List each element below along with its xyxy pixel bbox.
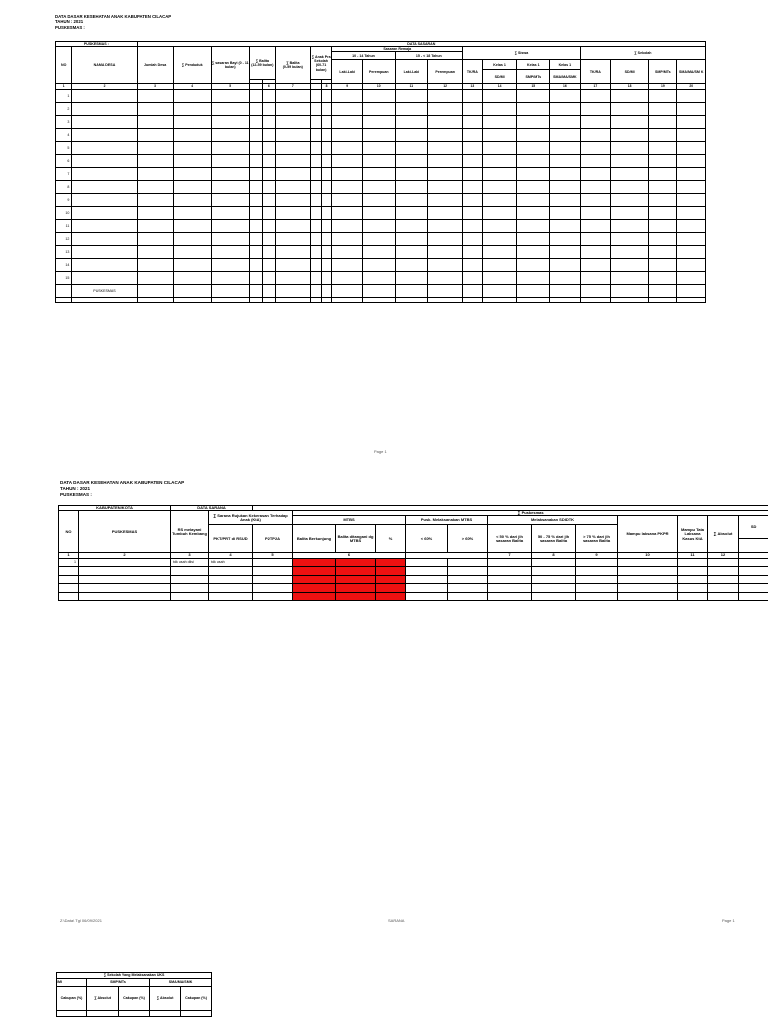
page1-header xyxy=(55,14,171,30)
laki-15-18: Laki-Laki xyxy=(395,60,428,84)
uks-col-sma: SMA/MA/SMK xyxy=(150,979,212,987)
highlight-cell xyxy=(376,567,406,576)
page2-rows xyxy=(59,567,768,601)
p2-col-puskesmas: PUSKESMAS xyxy=(79,511,171,553)
highlight-cell xyxy=(336,584,376,593)
age-10-14: 10 - 14 Tahun xyxy=(332,52,395,60)
highlight-cell xyxy=(293,558,336,567)
total-row xyxy=(56,284,706,297)
row-number: 3 xyxy=(56,115,72,128)
p2-col-rs: RS melayani Tumbuh Kembang xyxy=(171,511,209,553)
table-row xyxy=(56,232,706,245)
highlight-cell xyxy=(293,575,336,584)
laki-10-14: Laki-Laki xyxy=(332,60,362,84)
table-row xyxy=(56,206,706,219)
table-row xyxy=(56,102,706,115)
sasaran-remaja: Sasaran Remaja xyxy=(332,47,463,52)
siswa-sdmi: SD/MI xyxy=(482,70,517,84)
row-number: 13 xyxy=(56,245,72,258)
p2-row-1: 1 tdk usah diisi tdk usah xyxy=(59,558,768,567)
p2-row1-rs: tdk usah diisi xyxy=(171,558,209,567)
col-nama-desa: NAMA DESA xyxy=(72,47,137,84)
p2-column-number-row: 1 2 3 4 5 6 7 8 9 10 11 12 xyxy=(59,553,768,558)
page1-year: TAHUN : 2021 xyxy=(55,19,84,25)
p2-col-puskmtbs: Pusk. Melaksanakan MTBS xyxy=(406,516,488,525)
page2-puskesmas: PUSKESMAS : xyxy=(60,491,92,497)
top-puskesmas-label: PUSKESMAS : xyxy=(56,42,138,47)
uks-abs-smp: ∑ Absolut xyxy=(87,987,119,1011)
col-penduduk: ∑ Penduduk xyxy=(173,47,211,84)
p2-col-balita-berkunjung: Balita Berkunjung xyxy=(293,525,336,553)
page1-table xyxy=(55,41,706,303)
uks-cakupan-mi: Cakupan (%) xyxy=(57,987,87,1011)
table-row xyxy=(56,167,706,180)
p2-col-rujukan: ∑ Sarana Rujukan Kekerasan Terhadap Anak (KtA) xyxy=(209,511,293,525)
row-number: 10 xyxy=(56,206,72,219)
page2-footer-right: Page 1 xyxy=(722,918,735,923)
page2-footer-left: Z:\Data\ Tgl 06/09/2021 xyxy=(60,918,102,923)
col-no: NO xyxy=(56,47,72,84)
kabupaten-kota-label: KABUPATEN/KOTA xyxy=(59,506,171,511)
row-number: 14 xyxy=(56,258,72,271)
highlight-cell xyxy=(376,592,406,601)
sekolah-tkra: TK/RA xyxy=(580,60,610,84)
table-row xyxy=(56,128,706,141)
perempuan-10-14: Perempuan xyxy=(362,60,395,84)
page3-table xyxy=(56,972,212,1017)
page1-page-label: Page 1 xyxy=(374,449,387,454)
sum-sekolah: ∑ Sekolah xyxy=(580,47,705,60)
page2-table xyxy=(58,505,768,601)
highlight-cell xyxy=(293,567,336,576)
page2-title: DATA DASAR KESEHATAN ANAK KABUPATEN CILACAP xyxy=(60,480,185,485)
siswa-tkra: TK/RA xyxy=(463,60,483,84)
p2-sum-puskesmas: ∑ Puskesmas xyxy=(293,511,768,516)
data-sasaran-label: DATA SASARAN xyxy=(137,42,705,47)
highlight-cell xyxy=(293,592,336,601)
p2-col-gt60: > 60% xyxy=(448,525,488,553)
data-sarana-label: DATA SARANA xyxy=(171,506,253,511)
p2-col-kta: Mampu Tata Laksana Kasus KtA xyxy=(678,516,708,553)
page1-title: DATA DASAR KESEHATAN ANAK KABUPATEN CILACAP xyxy=(55,14,172,19)
kelas1-smp: Kelas 1 xyxy=(517,60,550,70)
table-row xyxy=(56,193,706,206)
row-number: 2 xyxy=(56,102,72,115)
col-balita: ∑ Balita (12-59 bulan) xyxy=(249,47,275,80)
p2-col-pkpr: Mampu laksana PKPR xyxy=(618,516,678,553)
p2-col-gt75: > 75 % dari jlh sasaran Balita xyxy=(576,525,618,553)
row-number: 12 xyxy=(56,232,72,245)
p2-col-abs: ∑ Absolut xyxy=(708,516,739,553)
p2-col-sdidtk: Melaksanakan SDIDTK xyxy=(488,516,618,525)
p2-col-lt60: < 60% xyxy=(406,525,448,553)
p2-row1-pkt: tdk usah xyxy=(209,558,253,567)
table-row xyxy=(56,245,706,258)
page1-rows xyxy=(56,89,706,284)
table-row xyxy=(56,141,706,154)
highlight-cell xyxy=(336,567,376,576)
highlight-cell xyxy=(336,558,376,567)
uks-col-mi: /MI xyxy=(57,979,87,987)
table-row xyxy=(56,154,706,167)
uks-title: ∑ Sekolah Yang Melaksanakan UKS xyxy=(57,973,212,979)
row-number: 11 xyxy=(56,219,72,232)
p2-col-pkt: PKT/PRT di RSUD xyxy=(209,525,253,553)
row-number: 1 xyxy=(56,89,72,102)
uks-abs-sma: ∑ Absolut xyxy=(150,987,181,1011)
column-number-row: 1 2 3 4 5 6 7 8 9 10 11 12 13 14 15 16 17 18 19 20 xyxy=(56,84,706,89)
p2-col-no: NO xyxy=(59,511,79,553)
table-row xyxy=(59,567,768,576)
sekolah-sma: SMA/MA/SM K xyxy=(677,60,706,84)
kelas1-sd: Kelas 1 xyxy=(482,60,517,70)
p2-col-pct: % xyxy=(376,525,406,553)
p2-col-mtbs: MTBS xyxy=(293,516,406,525)
row-number: 5 xyxy=(56,141,72,154)
row-number: 6 xyxy=(56,154,72,167)
highlight-cell xyxy=(376,575,406,584)
table-row xyxy=(56,180,706,193)
siswa-smp: SMP/MTs xyxy=(517,70,550,84)
sekolah-smp: SMP/MTs xyxy=(649,60,677,84)
total-label: PUSKESMAS xyxy=(72,284,137,297)
p2-col-lt50: < 50 % dari jlh sasaran Balita xyxy=(488,525,532,553)
perempuan-15-18: Perempuan xyxy=(428,60,463,84)
row-number: 8 xyxy=(56,180,72,193)
uks-cakupan-sma: Cakupan (%) xyxy=(181,987,212,1011)
p2-col-50-75: 50 - 75 % dari jlh sasaran Balita xyxy=(532,525,576,553)
table-row xyxy=(56,271,706,284)
col-balita-0-59: ∑ Balita (0-59 bulan) xyxy=(275,47,310,84)
siswa-sma: SMA/MA/SMK xyxy=(550,70,580,84)
row-number: 7 xyxy=(56,167,72,180)
row-number: 15 xyxy=(56,271,72,284)
p2-col-sd: SD xyxy=(739,516,768,539)
page2-header xyxy=(60,480,184,497)
highlight-cell xyxy=(376,584,406,593)
table-row xyxy=(59,575,768,584)
highlight-cell xyxy=(336,575,376,584)
col-jumlah-desa: Jumlah Desa xyxy=(137,47,173,84)
col-sasaran-bayi: ∑ sasaran Bayi (0 - 11 bulan) xyxy=(211,47,249,84)
sum-siswa: ∑ Siswa xyxy=(463,47,581,60)
col-apras: ∑ Anak Pra Sekolah (60-71 bulan) xyxy=(310,47,332,80)
table-row xyxy=(56,89,706,102)
page2-year: TAHUN : 2021 xyxy=(60,485,91,491)
p2-col-p2tp2a: P2TP2A xyxy=(253,525,293,553)
blank-row xyxy=(56,297,706,302)
page2-footer-center: SARANA xyxy=(388,918,405,923)
row-number: 9 xyxy=(56,193,72,206)
age-15-18: 15 - < 18 Tahun xyxy=(395,52,462,60)
table-row xyxy=(56,258,706,271)
highlight-cell xyxy=(376,558,406,567)
kelas1-sma: Kelas 1 xyxy=(550,60,580,70)
table-row xyxy=(59,584,768,593)
table-row xyxy=(59,592,768,601)
highlight-cell xyxy=(293,584,336,593)
page1-puskesmas: PUSKESMAS : xyxy=(55,24,85,30)
sekolah-sdmi: SD/MI xyxy=(611,60,649,84)
uks-col-smp: SMP/MTs xyxy=(87,979,150,987)
table-row xyxy=(56,115,706,128)
uks-cakupan-smp: Cakupan (%) xyxy=(119,987,150,1011)
table-row xyxy=(56,219,706,232)
p2-col-balita-ditangani: Balita ditangani dg MTBS xyxy=(336,525,376,553)
highlight-cell xyxy=(336,592,376,601)
row-number: 4 xyxy=(56,128,72,141)
